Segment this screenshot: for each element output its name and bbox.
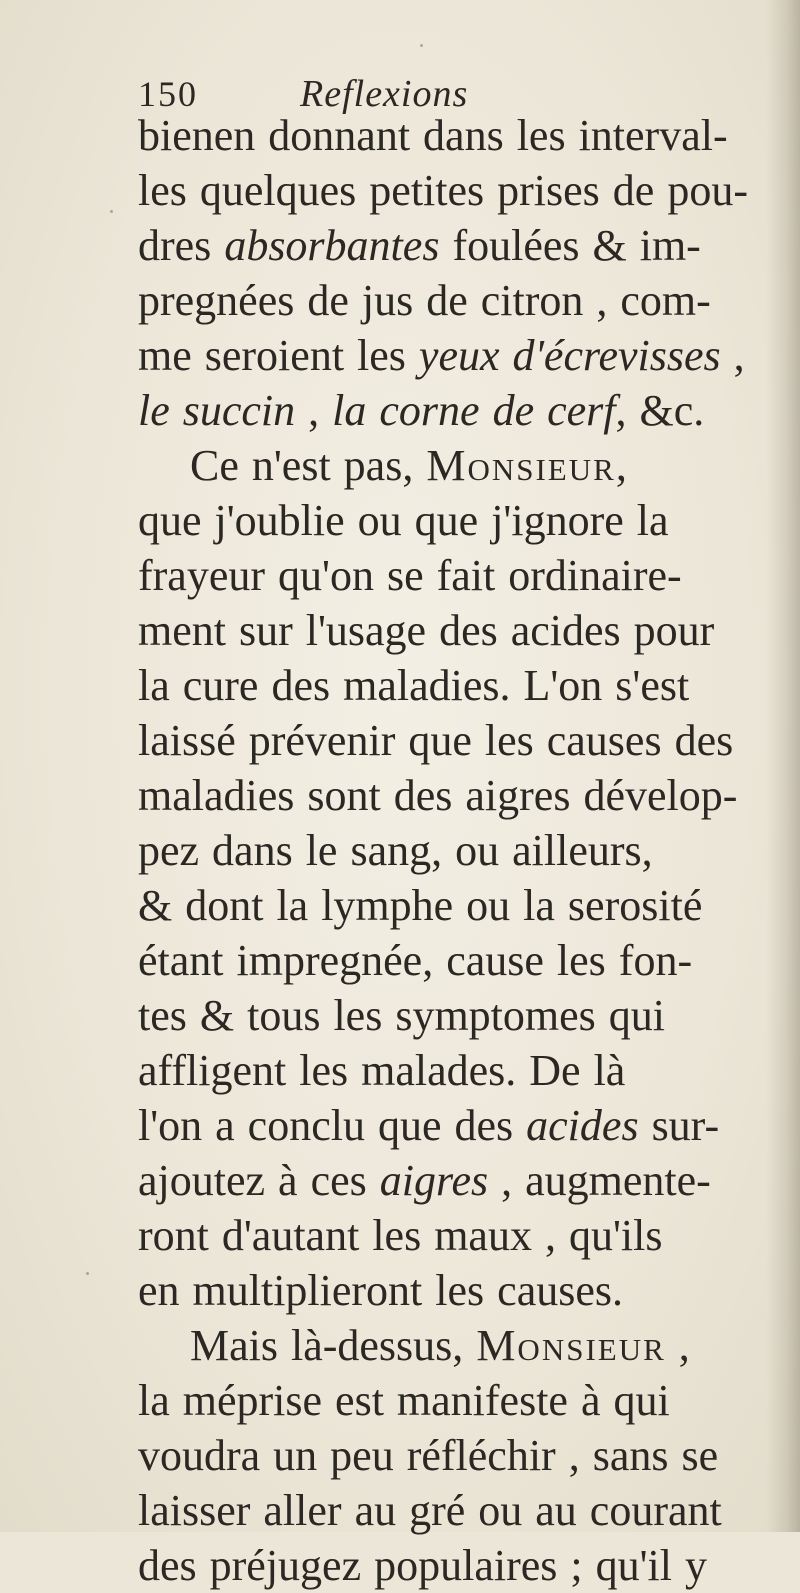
text-line: affligent les malades. De là [138,1046,626,1095]
text-line [138,218,778,273]
paper-blemish [86,1272,89,1275]
text-line [138,328,778,383]
text-run: , &c. [615,386,705,435]
italic-run: acides [526,1101,639,1150]
text-line [138,438,778,493]
text-line: des préjugez populaires ; qu'il y [138,1541,708,1590]
text-line: ment sur l'usage des acides pour [138,606,715,655]
text-line: & dont la lymphe ou la serosité [138,881,703,930]
page-number: 150 [138,74,198,114]
text-line: ront d'autant les maux , qu'ils [138,1211,663,1260]
text-line: étant impregnée, cause les fon- [138,936,693,985]
text-line: la méprise est manifeste à qui [138,1376,670,1425]
text-line: voudra un peu réfléchir , sans se [138,1431,719,1480]
text-run: , [665,1321,690,1370]
text-line: que j'oublie ou que j'ignore la [138,496,669,545]
text-line: en multiplieront les causes. [138,1266,623,1315]
italic-run: absorbantes [224,221,440,270]
text-run: dres [138,221,225,270]
text-line: tes & tous les symptomes qui [138,991,665,1040]
text-run: me seroient les [138,331,419,380]
text-run: , [720,331,745,380]
text-line [138,1098,778,1153]
text-run: sur- [638,1101,720,1150]
text-line: pregnées de jus de citron , com- [138,276,711,325]
text-line: bienen donnant dans les interval- [138,111,728,160]
text-line: la cure des maladies. L'on s'est [138,661,690,710]
text-line: laissé prévenir que les causes des [138,716,734,765]
italic-run: la corne de cerf [332,386,616,435]
text-line [138,383,778,438]
text-run: Ce n'est pas, [190,441,427,490]
text-line: frayeur qu'on se fait ordinaire- [138,551,682,600]
paper-blemish [110,210,113,213]
paper-blemish [420,44,423,47]
smallcaps-run: Monsieur [426,441,616,490]
text-line: les quelques petites prises de pou- [138,166,748,215]
text-run: l'on a conclu que des [138,1101,527,1150]
smallcaps-run: Monsieur [476,1321,666,1370]
italic-run: aigres [379,1156,489,1205]
text-run: foulées & im- [439,221,701,270]
italic-run: yeux d'écrevisses [418,331,721,380]
text-line [138,1318,778,1373]
running-title: Reflexions [300,73,469,115]
text-line: pez dans le sang, ou ailleurs, [138,826,653,875]
text-run: , [615,441,627,490]
text-run: Mais là-dessus, [190,1321,477,1370]
text-run: , augmente- [488,1156,711,1205]
text-line [138,1153,778,1208]
text-line: laisser aller au gré ou au courant [138,1486,722,1535]
text-run: ajoutez à ces [138,1156,380,1205]
text-line: maladies sont des aigres dévelop- [138,771,738,820]
body-text [138,108,778,1593]
italic-run: le succin [138,386,296,435]
text-run: , [295,386,333,435]
